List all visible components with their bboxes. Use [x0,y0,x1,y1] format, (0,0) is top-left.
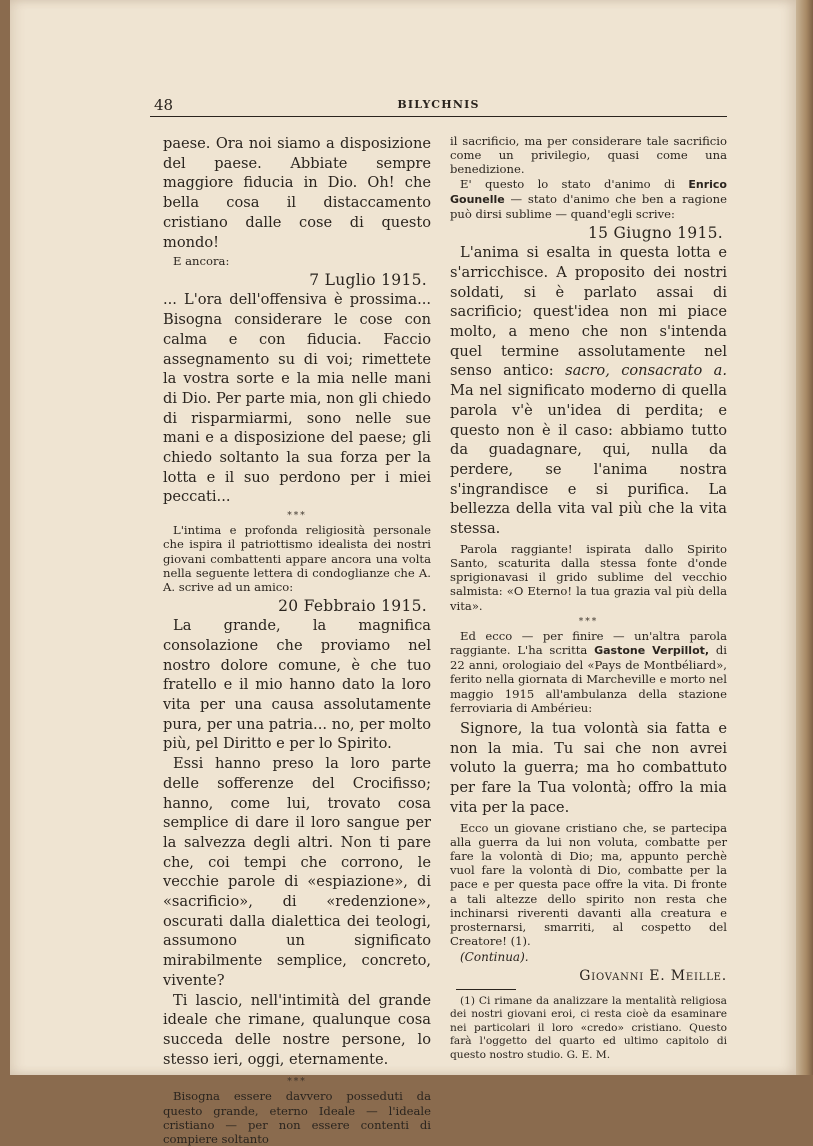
right-paragraph-6: Signore, la tua volontà sia fatta e non la mia. Tu sai che non avrei voluto la guerra; ma ho combattuto per fare la Tua volontà; offro la mia vita per la pace. [450,720,727,816]
left-column [163,134,431,1146]
right-paragraph-5: Ed ecco — per finire — un'altra parola raggiante. L'ha scritta Gastone Verpillot, di 22 anni, orologiaio del «Pays de Montbéliard», ferito nella giornata di Marcheville e morto nel maggio 1915 all'ambulanza della stazione ferroviaria di Ambérieu: [450,628,727,715]
left-paragraph-1: paese. Ora noi siamo a disposizione del paese. Abbiate sempre maggiore fiducia in Dio. Oh! che bella cosa il distaccamento cristiano dalle cose di questo mondo! [163,135,431,251]
left-paragraph-8: Bisogna essere davvero posseduti da questo grande, eterno Ideale — l'ideale cristiano — per non essere contenti di compiere soltanto [163,1089,431,1146]
footnote-divider [456,989,516,990]
running-header [150,94,727,117]
right-paragraph-4: Parola raggiante! ispirata dallo Spirito Santo, scaturita dalla stessa fonte d'onde sprigionavasi il grido sublime del vecchio salmista: «O Eterno! la tua grazia val più della vita». [450,541,727,613]
section-separator-1: *** [287,511,307,522]
left-paragraph-3: ... L'ora dell'offensiva è prossima... Bisogna considerare le cose con calma e con fiducia. Faccio assegnamento su di voi; rimettete la vostra sorte e la mia nelle mani di Dio. Per parte mia, non gli chiedo di risparmiarmi, sono nelle sue mani e a disposizione del paese; gli chiedo soltanto la sua forza per la lotta e il suo perdono per i miei peccati... [163,291,431,506]
person-name-verpillot: Gastone Verpillot, [594,643,710,657]
person-name-gounelle: Enrico Gounelle [450,177,727,206]
left-date-2: 20 Febbraio 1915. [278,597,427,616]
right-paragraph-2: E' questo lo stato d'animo di Enrico Gounelle — stato d'animo che ben a ragione può dirsi sublime — quand'egli scrive: [450,176,727,222]
italic-phrase: sacro, consacrato a. [565,362,727,380]
section-separator-3: *** [578,616,599,627]
right-date-1: 15 Giugno 1915. [587,224,723,243]
left-paragraph-7: Ti lascio, nell'intimità del grande ideale che rimane, qualunque cosa succeda delle nostre persone, lo stesso ieri, oggi, eternamente. [163,991,431,1068]
page-edge [796,0,813,1075]
author-signature: Giovanni E. Meille. [579,967,727,984]
left-paragraph-4: L'intima e profonda religiosità personale che ispira il patriottismo idealista dei nostri giovani combattenti appare ancora una volta nella seguente lettera di condoglianze che A. A. scrive ad un amico: [163,523,431,594]
right-paragraph-1: il sacrificio, ma per considerare tale sacrificio come un privilegio, quasi come una benedizione. [450,134,727,177]
footnote: (1) Ci rimane da analizzare la mentalità religiosa dei nostri giovani eroi, ci resta cioè da esaminare nei particolari il loro «credo» cristiano. Questo farà l'oggetto del quarto ed ultimo capitolo di questo nostro studio. G. E. M. [450,994,727,1061]
right-paragraph-3: L'anima si esalta in questa lotta e s'arricchisce. A proposito dei nostri soldati, si è parlato assai di sacrificio; quest'idea non mi piace molto, a meno che non s'intenda quel termine assolutamente nel senso antico: sacro, consacrato a. Ma nel significato moderno di quella parola v'è un'idea di perdita; e questo non è il caso: abbiamo tutto da guadagnare, qui, nulla da perdere, se l'anima nostra s'ingrandisce e si purifica. La bellezza della vita val più che la vita stessa. [450,244,727,538]
left-paragraph-2: E ancora: [173,254,230,269]
right-column [450,134,727,1063]
journal-title: BILYCHNIS [397,98,480,111]
section-separator-2: *** [287,1077,307,1088]
right-paragraph-7: Ecco un giovane cristiano che, se partecipa alla guerra da lui non voluta, combatte per fare la volontà di Dio; ma, appunto perchè vuol fare la volontà di Dio, combatte per la pace e per questa pace offre la vita. Di fronte a tali altezze dello spirito non resta che inchinarsi riverenti davanti alla creatura e prosternarsi, smarriti, al cospetto del Creatore! (1). [450,820,727,949]
left-paragraph-5: La grande, la magnifica consolazione che proviamo nel nostro dolore comune, è che tuo fratello e il mio hanno dato la loro vita per una causa assolutamente pura, per una patria... no, per molto più, pel Diritto e per lo Spirito. [163,617,431,753]
left-paragraph-6: Essi hanno preso la loro parte delle sofferenze del Crocifisso; hanno, come lui, trovato cosa semplice di dare il loro sangue per la salvezza degli altri. Non ti pare che, coi tempi che corrono, le vecchie parole di «espiazione», di «sacrificio», di «redenzione», oscurati dalla dialettica dei teologi, assumono un significato mirabilmente semplice, concreto, vivente? [163,755,431,989]
left-date-1: 7 Luglio 1915. [309,271,427,290]
continued-note: (Continua). [460,950,529,965]
page-number: 48 [154,96,174,114]
